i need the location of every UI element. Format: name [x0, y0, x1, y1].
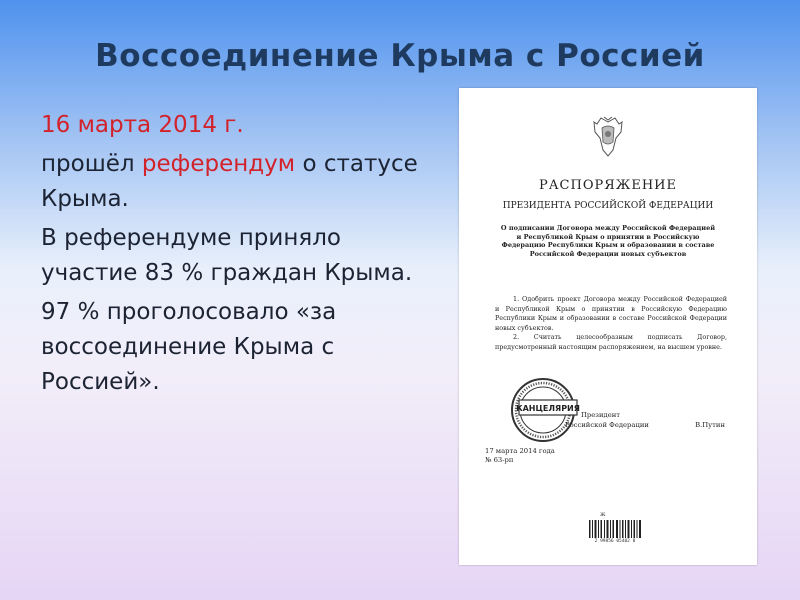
barcode-number: 2 99856 05402 8	[594, 539, 636, 544]
chancellery-seal-icon	[507, 376, 585, 444]
referendum-keyword: референдум	[141, 151, 296, 177]
decree-number: № 63-рп	[485, 456, 514, 464]
seal-text: КАНЦЕЛЯРИЯ	[516, 404, 580, 413]
paragraph-referendum-end: о статусе Крыма.	[41, 151, 418, 212]
russian-coat-of-arms-icon	[591, 116, 625, 158]
referendum-date: 16 марта 2014 г.	[41, 112, 244, 138]
paragraph-referendum-start: прошёл	[41, 151, 142, 177]
decree-document-image	[459, 88, 757, 565]
paragraph-referendum	[41, 147, 421, 217]
decree-date-block	[485, 447, 555, 465]
paragraph-turnout: В референдуме приняло участие 83 % граждан Крыма.	[41, 225, 413, 286]
signer-line	[565, 421, 725, 429]
barcode-mark: Ж	[600, 512, 606, 518]
decree-heading: РАСПОРЯЖЕНИЕ	[538, 178, 678, 193]
signer-title: Президент	[581, 411, 621, 419]
slide-text-block	[41, 108, 421, 404]
decree-subject: О подписании Договора между Российской Федерацией и Республикой Крым о принятии в Российскую Федерацию Республики Крым и образовании в составе Российской Федерации новых субъектов	[500, 224, 716, 258]
decree-item-2: 2. Считать целесообразным подписать Договор, предусмотренный настоящим распоряжением, на высшем уровне.	[495, 333, 727, 351]
paragraph-vote-result: 97 % проголосовало «за воссоединение Крыма с Россией».	[41, 299, 337, 395]
decree-date: 17 марта 2014 года	[485, 447, 555, 455]
slide-title: Воссоединение Крыма с Россией	[95, 38, 705, 74]
signer-org: Российской Федерации	[565, 421, 649, 429]
decree-item-1: 1. Одобрить проект Договора между Российской Федерацией и Республикой Крым о принятии в Российскую Федерацию Республики Крым и образовании в составе Российской Федерации новых субъектов.	[495, 295, 727, 332]
signer-name: В.Путин	[695, 421, 725, 429]
decree-subheading: ПРЕЗИДЕНТА РОССИЙСКОЙ ФЕДЕРАЦИИ	[502, 201, 714, 211]
decree-body	[495, 295, 727, 352]
